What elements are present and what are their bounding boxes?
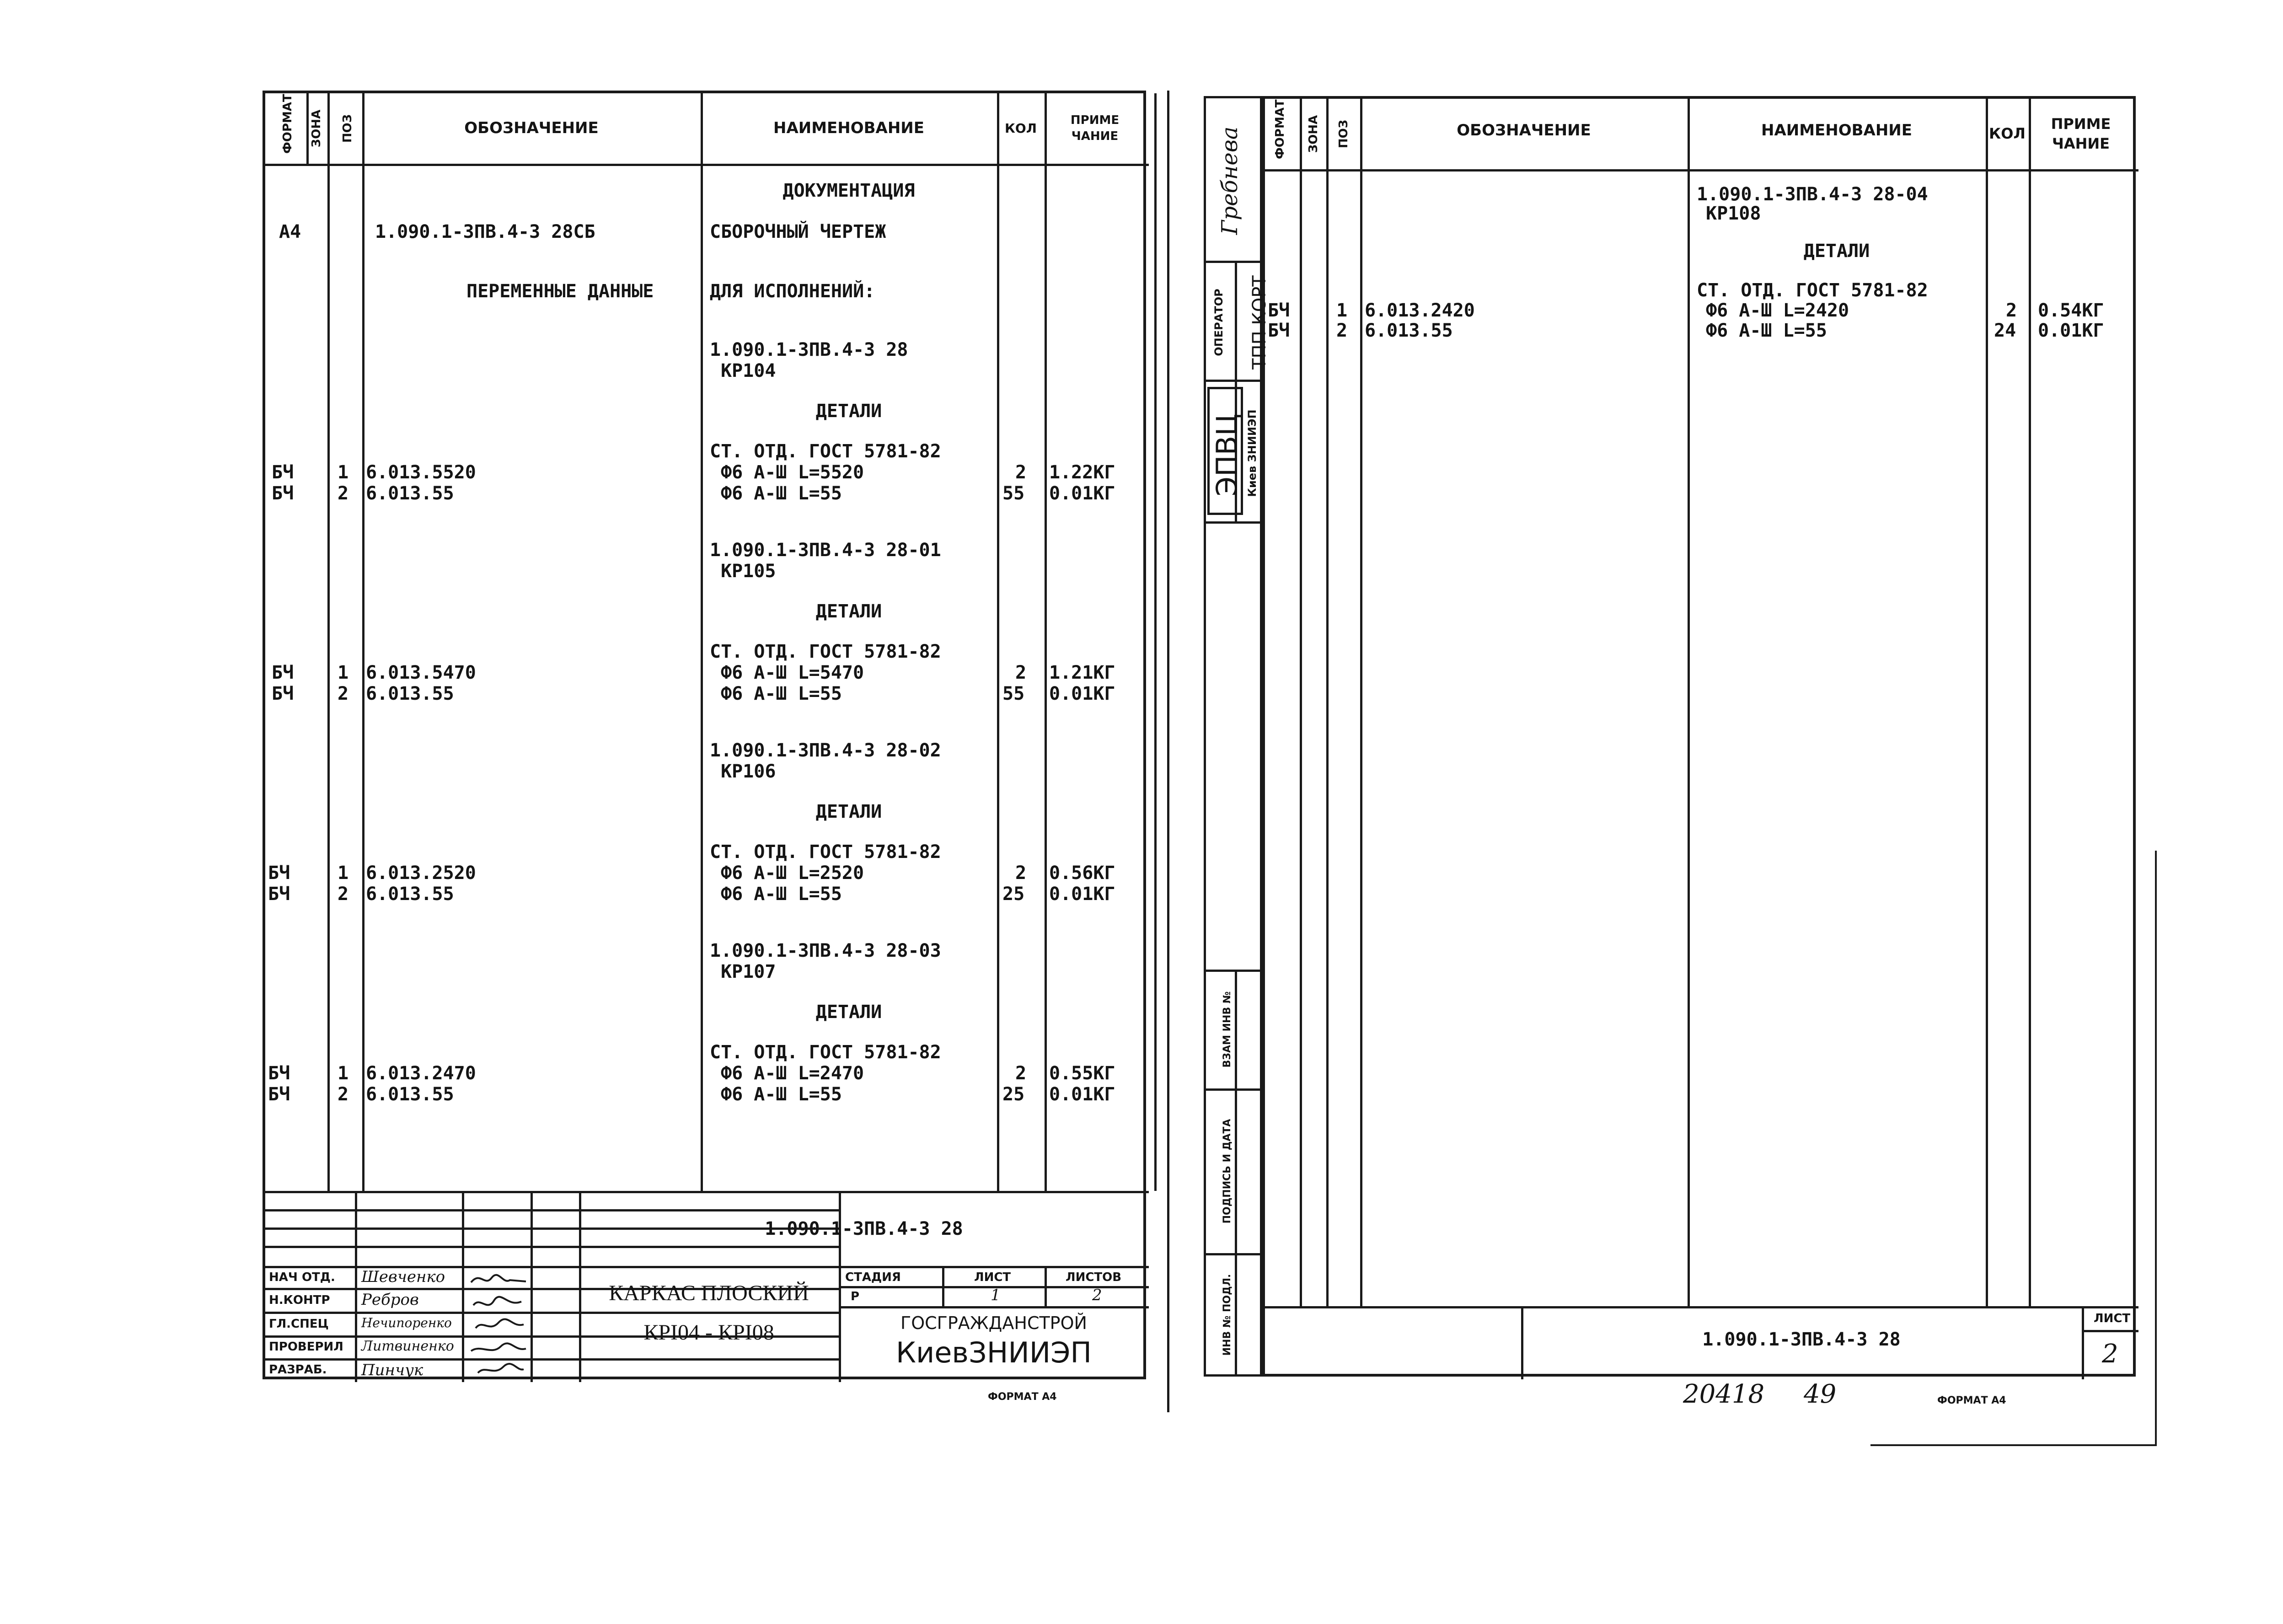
cell-name: КР105	[721, 561, 776, 582]
cell-format: БЧ	[272, 662, 294, 683]
cell-name: 1.090.1-3ПВ.4-3 28-02	[710, 740, 941, 761]
title-line-2: КРI04 - КРI08	[643, 1320, 774, 1345]
role-label: Н.КОНТР	[269, 1293, 330, 1307]
cell-designation: 6.013.5520	[366, 462, 476, 483]
margin-signature: Гребнева	[1217, 126, 1243, 235]
header-qty: КОЛ	[1005, 121, 1037, 136]
cell-name: Ф6 А-Ш L=55	[721, 884, 842, 905]
cell-note: 0.01КГ	[1049, 683, 1115, 704]
cell-format: БЧ	[272, 462, 294, 483]
margin-divider	[1204, 1253, 1262, 1255]
sheet-value: 1	[991, 1286, 1001, 1304]
tb-grid-line	[265, 1246, 839, 1248]
cell-name: СТ. ОТД. ГОСТ 5781-82	[710, 441, 941, 462]
cell-format: БЧ	[1268, 320, 1290, 341]
cell-qty: 2	[1015, 662, 1027, 683]
cell-note: 0.01КГ	[1049, 1084, 1115, 1105]
role-label: ПРОВЕРИЛ	[269, 1340, 343, 1354]
tb-grid-line	[462, 1191, 464, 1382]
cell-designation: 6.013.55	[366, 483, 454, 504]
cell-format: БЧ	[1268, 300, 1290, 321]
tb-grid-line	[265, 1312, 839, 1314]
col-line-name	[1986, 99, 1988, 1306]
cell-name: Ф6 А-Ш L=5470	[721, 662, 864, 683]
cell-name: КР107	[721, 961, 776, 982]
cell-format: БЧ	[268, 1084, 290, 1105]
cell-qty: 2	[2006, 300, 2017, 321]
cell-note: 1.22КГ	[1049, 462, 1115, 483]
tb-grid-line	[265, 1358, 839, 1361]
left-sheet	[263, 91, 1146, 1379]
cell-note: 0.01КГ	[2038, 320, 2104, 341]
cell-designation: 6.013.2520	[366, 863, 476, 884]
tb-grid-line	[839, 1306, 1149, 1308]
right-sheet-outer-bottom	[1870, 1444, 2157, 1446]
cell-name: Ф6 А-Ш L=2420	[1706, 300, 1849, 321]
col-line-pos	[1360, 99, 1362, 1306]
person-name: Шевченко	[361, 1268, 445, 1286]
col-line-qty	[2029, 99, 2031, 1306]
cell-name: КР106	[721, 761, 776, 782]
cell-qty: 24	[1994, 320, 2016, 341]
tb-grid-line	[355, 1191, 357, 1382]
cell-note: 0.55КГ	[1049, 1063, 1115, 1084]
cell-designation: 6.013.55	[366, 884, 454, 905]
cell-note: 0.56КГ	[1049, 863, 1115, 884]
cell-name: СТ. ОТД. ГОСТ 5781-82	[710, 841, 941, 863]
margin-inv-replace: ВЗАМ ИНВ №	[1222, 991, 1233, 1068]
cell-name: Ф6 А-Ш L=55	[721, 1084, 842, 1105]
cell-note: 0.54КГ	[2038, 300, 2104, 321]
title-strip-rule	[1265, 1306, 2138, 1308]
tb-grid-line	[265, 1209, 839, 1211]
cell-name: 1.090.1-3ПВ.4-3 28-03	[710, 940, 941, 961]
margin-signature-date: ПОДПИСЬ И ДАТА	[1222, 1119, 1233, 1224]
sheets-label: ЛИСТОВ	[1066, 1270, 1122, 1284]
cell-qty: 55	[1002, 483, 1025, 504]
cell-format: БЧ	[268, 863, 290, 884]
cell-pos: 2	[338, 683, 349, 704]
margin-divider	[1204, 521, 1262, 524]
cell-name: Ф6 А-Ш L=5520	[721, 462, 864, 483]
org-line-2: КиевЗНИИЭП	[895, 1336, 1092, 1369]
header-designation: ОБОЗНАЧЕНИЕ	[464, 119, 599, 138]
cell-name: СТ. ОТД. ГОСТ 5781-82	[710, 1042, 941, 1063]
cell-qty: 25	[1002, 1084, 1025, 1105]
col-line-zone	[1326, 99, 1329, 1306]
title-block-doc-code: 1.090.1-3ПВ.4-3 28	[765, 1218, 963, 1239]
header-format: ФОРМАТ	[1273, 99, 1287, 159]
margin-divider	[1204, 970, 1262, 972]
cell-name: КР108	[1706, 203, 1761, 224]
cell-designation: 6.013.55	[366, 683, 454, 704]
col-line-name	[997, 93, 999, 1191]
margin-divider	[1204, 1088, 1262, 1091]
header-pos: ПОЗ	[341, 114, 354, 143]
cell-designation: 6.013.55	[366, 1084, 454, 1105]
cell-name: СТ. ОТД. ГОСТ 5781-82	[1697, 280, 1928, 301]
cell-format: БЧ	[268, 884, 290, 905]
group-details: ДЕТАЛИ	[815, 601, 882, 622]
cell-designation: 1.090.1-3ПВ.4-3 28СБ	[375, 221, 595, 242]
right-sheet-value: 2	[2102, 1339, 2118, 1369]
format-label-left: ФОРМАТ А4	[988, 1391, 1057, 1403]
title-block-rule	[265, 1191, 1149, 1193]
header-name: НАИМЕНОВАНИЕ	[1761, 121, 1912, 140]
stage-value: Р	[851, 1290, 860, 1303]
stage-label: СТАДИЯ	[845, 1270, 901, 1284]
header-note: ПРИМЕ ЧАНИЕ	[1070, 113, 1120, 143]
operator-value: ТПП КОРТ	[1249, 275, 1270, 370]
right-sheet	[1262, 96, 2136, 1377]
header-designation: ОБОЗНАЧЕНИЕ	[1457, 121, 1591, 140]
tb-grid-line	[2082, 1306, 2084, 1379]
archive-page: 49	[1804, 1379, 1837, 1409]
cell-pos: 1	[338, 1063, 349, 1084]
cell-name: Ф6 А-Ш L=2470	[721, 1063, 864, 1084]
cell-name: Ф6 А-Ш L=55	[1706, 320, 1827, 341]
cell-designation: 6.013.2420	[1365, 300, 1475, 321]
person-name: Нечипоренко	[361, 1315, 452, 1330]
cell-name: Ф6 А-Ш L=2520	[721, 863, 864, 884]
format-label-right: ФОРМАТ А4	[1937, 1395, 2006, 1406]
cell-qty: 2	[1015, 863, 1027, 884]
org-line-1: ГОСГРАЖДАНСТРОЙ	[900, 1313, 1087, 1333]
cell-note: 0.01КГ	[1049, 483, 1115, 504]
cell-name: КР104	[721, 360, 776, 381]
header-format: ФОРМАТ	[281, 94, 295, 154]
cell-pos: 2	[338, 483, 349, 504]
cell-designation: 6.013.55	[1365, 320, 1453, 341]
cell-name: Ф6 А-Ш L=55	[721, 483, 842, 504]
right-sheet-outer-edge	[2155, 851, 2157, 1445]
col-line-zone	[327, 93, 330, 1191]
col-line-designation	[1688, 99, 1690, 1306]
cell-name: СБОРОЧНЫЙ ЧЕРТЕЖ	[710, 221, 886, 242]
right-doc-code: 1.090.1-3ПВ.4-3 28	[1702, 1329, 1901, 1350]
cell-pos: 1	[1336, 300, 1348, 321]
sheets-value: 2	[1092, 1286, 1102, 1304]
cell-pos: 1	[338, 462, 349, 483]
role-label: НАЧ ОТД.	[269, 1270, 335, 1284]
group-details: ДЕТАЛИ	[815, 801, 882, 822]
cell-qty: 2	[1015, 1063, 1027, 1084]
operator-label: ОПЕРАТОР	[1212, 289, 1225, 356]
row-documentation: ДОКУМЕНТАЦИЯ	[782, 180, 915, 201]
cell-format: БЧ	[272, 483, 294, 504]
cell-name: 1.090.1-3ПВ.4-3 28	[710, 339, 908, 360]
header-rule	[265, 164, 1149, 166]
header-note: ПРИМЕ ЧАНИЕ	[2051, 115, 2111, 152]
header-pos: ПОЗ	[1337, 119, 1351, 149]
header-rule	[1265, 169, 2138, 172]
cell-name: СТ. ОТД. ГОСТ 5781-82	[710, 641, 941, 662]
group-details: ДЕТАЛИ	[815, 1002, 882, 1023]
cell-pos: 1	[338, 863, 349, 884]
stamp-main: ЭПВЦ	[1210, 413, 1243, 497]
role-label: РАЗРАБ.	[269, 1363, 327, 1377]
cell-qty: 2	[1015, 462, 1027, 483]
col-line-format	[1300, 99, 1302, 1306]
cell-pos: 2	[1336, 320, 1348, 341]
cell-note: 0.01КГ	[1049, 884, 1115, 905]
cell-pos: 2	[338, 1084, 349, 1105]
cell-name: 1.090.1-3ПВ.4-3 28-01	[710, 540, 941, 561]
archive-number: 20418	[1683, 1379, 1765, 1409]
role-label: ГЛ.СПЕЦ	[269, 1317, 329, 1331]
cell-designation: 6.013.2470	[366, 1063, 476, 1084]
col-line-pos	[362, 93, 364, 1191]
cell-format: А4	[279, 221, 301, 242]
cell-qty: 25	[1002, 884, 1025, 905]
person-name: Пинчук	[361, 1361, 423, 1379]
col-line-format	[306, 93, 309, 164]
cell-format: БЧ	[272, 683, 294, 704]
group-details: ДЕТАЛИ	[815, 401, 882, 422]
col-line-designation	[701, 93, 703, 1191]
cell-name: 1.090.1-3ПВ.4-3 28-04	[1697, 184, 1928, 205]
cell-designation: 6.013.5470	[366, 662, 476, 683]
cell-note: 1.21КГ	[1049, 662, 1115, 683]
cell-pos: 2	[338, 884, 349, 905]
col-line-note	[1154, 93, 1157, 1191]
cell-name: Ф6 А-Ш L=55	[721, 683, 842, 704]
sheet-label: ЛИСТ	[974, 1270, 1011, 1284]
col-line-qty	[1045, 93, 1047, 1191]
person-name: Ребров	[361, 1291, 419, 1309]
cell-format: БЧ	[268, 1063, 290, 1084]
cell-pos: 1	[338, 662, 349, 683]
title-line-1: КАРКАС ПЛОСКИЙ	[609, 1281, 809, 1305]
header-name: НАИМЕНОВАНИЕ	[773, 119, 924, 138]
header-zone: ЗОНА	[310, 109, 323, 148]
person-name: Литвиненко	[361, 1338, 454, 1354]
group-details: ДЕТАЛИ	[1803, 241, 1870, 262]
cell-designation: ПЕРЕМЕННЫЕ ДАННЫЕ	[466, 281, 654, 302]
cell-qty: 55	[1002, 683, 1025, 704]
tb-grid-line	[2082, 1330, 2138, 1332]
right-sheet-label: ЛИСТ	[2094, 1312, 2131, 1325]
tb-grid-line	[531, 1191, 533, 1382]
stamp-sub: Киев ЗНИИЭП	[1246, 409, 1259, 497]
signature-scribble	[466, 1269, 531, 1378]
left-sheet-outer-edge	[1167, 91, 1169, 1412]
margin-inv-original: ИНВ № ПОДЛ.	[1222, 1274, 1233, 1356]
header-qty: КОЛ	[1989, 125, 2026, 143]
header-zone: ЗОНА	[1307, 115, 1320, 153]
cell-name: ДЛЯ ИСПОЛНЕНИЙ:	[710, 281, 875, 302]
